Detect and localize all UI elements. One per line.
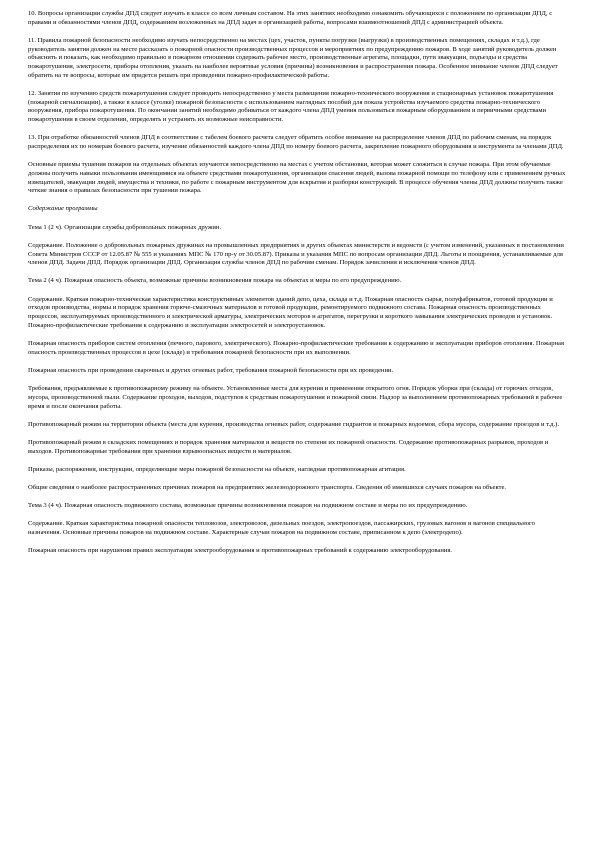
topic-1-title: Тема 1 (2 ч). Организация службы добровольных пожарных дружин. — [28, 223, 222, 231]
topic-2-welding: Пожарная опасность при проведении сварочных и других огневых работ, требования пожарной безопасности при их проведении. — [28, 366, 394, 374]
topic-1-content: Содержание. Положение о добровольных пожарных дружинах на промышленных предприятиях и других объектах министерств и ведомств (с учетом изменений, указанных в постановлении Совета Министров СССР от 12.05.87 № 555 и указаниях МПС № 170 пр-у от 30.05.87). Приказы и указания МПС по вопросам организации ДПД. Льготы и поощрения, устанавливаемые для членов ДПД. Задачи ДПД. Порядок организации ДПД. Организация службы членов ДПД по рабочим сменам. Порядок зачисления и исключения членов ДПД. — [28, 241, 564, 267]
topic-2-orders: Приказы, распоряжения, инструкции, определяющие меры пожарной безопасности на объекте, наглядная противопожарная агитация. — [28, 465, 406, 473]
paragraph-main-techniques: Основные приемы тушения пожаров на отдельных объектах изучаются непосредственно на местах с учетом обстановки, которая может сложиться в случае пожара. При этом обучаемые должны получить навыки пользования имеющимися на объекте средствами пожаротушения, организации спасения людей, вызова пожарной помощи по телефону или с применением ручных извещателей, эвакуации людей, имущества и техники, по работе с пожарным инструментом для вскрытия и разборки конструкций. В процессе обучения члены ДПД должны получить также четкие знания о правилах безопасности при тушении пожара. — [28, 161, 566, 195]
topic-2-content: Содержание. Краткая пожарно-техническая характеристика конструктивных элементов зданий депо, цеха, склада и т.д. Пожарная опасность сырья, полуфабрикатов, готовой продукции и отходов производства, нормы и порядок хранения горюче-смазочных материалов и готовой продукции, ремонтируемого подвижного состава. Пожарная опасность производственных процессов, эксплуатируемых производственного и электрической арматуры, электрических моторов и агрегатов, перегрузки и короткого замыкания электрических проводов и установок. Пожарно-профилактические требования к содержанию и эксплуатации электросетей и электроустановок. — [28, 295, 553, 329]
paragraph-item-12: 12. Занятия по изучению средств пожаротушения следует проводить непосредственно у места размещения пожарно-технического вооружения и стационарных установок пожаротушения (пожарной сигнализации), а также в классе (уголке) пожарной безопасности с использованием наглядных пособий для показа устройства изучаемого средства пожарно-технического вооружения, прибора пожаротушения. По окончании занятий необходимо добиваться от каждого члена ДПД умения пользоваться пожарным оборудованием и первичными средствами пожаротушения в своем отделении, определять и устранять их возможные неисправности. — [28, 89, 554, 124]
paragraph-item-10: 10. Вопросы организации службы ДПД следует изучать в классе со всем личным составом. На этих занятиях необходимо ознакомить обучающихся с положением по организации ДПД, с правами и обязанностями членов ДПД, содержанием возложенных на ДПД задач и организацией работы, вопросами взаимоотношений ДПД с администрацией объекта. — [28, 10, 553, 26]
paragraph-item-11: 11. Правила пожарной безопасности необходимо изучать непосредственно на местах (цех, участок, пункты погрузки (выгрузки) в производственных помещениях, складах и т.д.), где руководитель занятия должен на месте рассказать о пожарной опасности производственных процессов и мероприятиях по предупреждению пожаров. В ходе занятий руководитель должен объяснить и показать, как необходимо правильно в пожарном отношении содержать рабочее место, производственные агрегаты, площадки, пути эвакуации, подъезды и средства пожаротушения, электросети, приборы отопления, указать на наиболее вероятные условия (причины) возникновения и распространения пожара. Особенное внимание членов ДПД следует обратить на те вопросы, которые им придется решать при проведении пожарно-профилактической работы. — [28, 36, 558, 79]
topic-2-title: Тема 2 (4 ч). Пожарная опасность объекта, возможные причины возникновения пожара на объектах и меры по его предупреждению. — [28, 277, 402, 285]
paragraph-item-13: 13. При отработке обязанностей членов ДПД в соответствии с табелем боевого расчета следует обратить особое внимание на распределение членов ДПД по рабочим сменам, на порядок распределения их по номерам боевого расчета, изучение обязанностей каждого члена ДПД по номеру боевого расчета, закрепление пожарного оборудования и инструмента за членами ДПД. — [28, 134, 564, 150]
topic-2-regime: Требования, предъявляемые к противопожарному режиму на объекте. Установленные места для курения и применения открытого огня. Порядок уборки при (склада) от горючих отходов, мусора, производственной пыли. Содержание проходов, выходов, подступов к средствам пожаротушения и пожарной связи. Надзор за выполнением противопожарных требований в рабочее время и после окончания работы. — [28, 385, 563, 410]
topic-2-heating: Пожарная опасность приборов систем отопления (печного, парового, электрического). Пожарно-профилактические требования к содержанию и эксплуатации приборов отопления. Пожарная опасность производственных процессов в цехе (складе) и требования пожарной безопасности при их выполнении. — [28, 339, 565, 356]
topic-2-general-info: Общие сведения о наиболее распространенных причинах пожаров на предприятиях железнодорожного транспорта. Сведения об имевшихся случаях пожаров на объекте. — [28, 484, 507, 492]
topic-3-content: Содержание. Краткая характеристика пожарной опасности тепловозов, электровозов, дизельных поездов, электропоездов, пассажирских, грузовых вагонов и вагонов специального назначения. Основные причины пожаров на подвижном составе. Характерные случаи пожаров на подвижном составе, приписанном к депо (электродепо). — [28, 520, 535, 537]
topic-2-territory: Противопожарный режим на территории объекта (места для курения, производства огневых работ, содержание гидрантов и пожарных водоемов, сбора мусора, содержание проездов и т.д.). — [28, 420, 560, 428]
topic-2-storage: Противопожарный режим в складских помещениях и порядок хранения материалов и веществ по степени их пожарной опасности. Содержание противопожарных разрывов, проходов и выходов. Противопожарные требования при хранении взрывоопасных веществ и материалов. — [28, 438, 549, 455]
program-heading: Содержание программы — [28, 205, 98, 213]
topic-3-title: Тема 3 (4 ч). Пожарная опасность подвижного состава, возможные причины возникновения пожаров на подвижном составе и меры по их предупреждению. — [28, 502, 468, 510]
topic-3-electrical: Пожарная опасность при нарушении правил эксплуатации электрооборудования и противопожарных требований к содержанию электрооборудования. — [28, 547, 453, 555]
